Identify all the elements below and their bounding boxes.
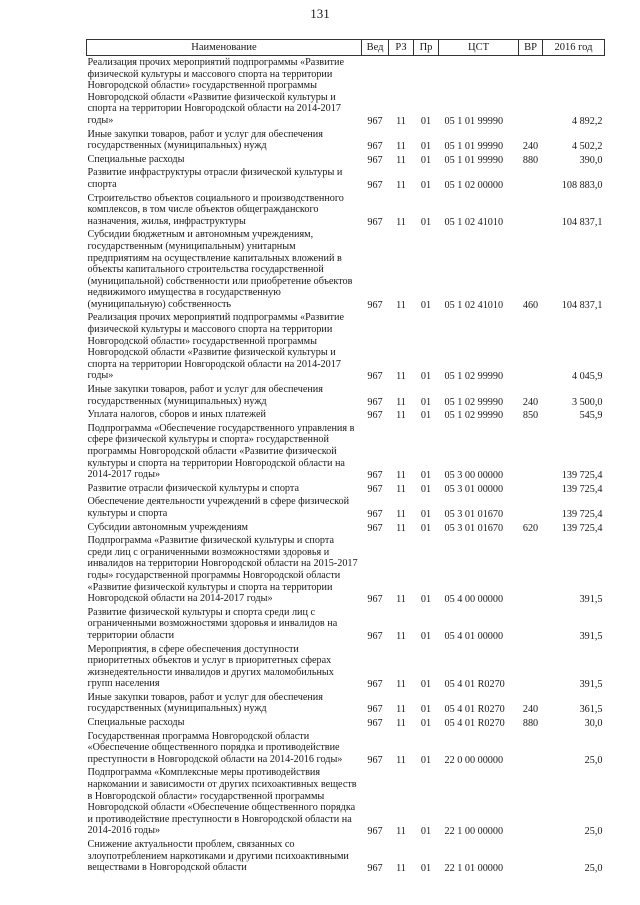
table-row [87,838,605,875]
cell-pr: 01 [420,508,432,520]
cell-vr [519,495,543,520]
cell-vr [519,606,543,643]
cell-pr: 01 [420,704,432,716]
cell-cst: 05 4 01 00000 [444,630,504,642]
table-row [87,228,605,311]
cell-sum: 4 502,2 [571,141,603,153]
cell-sum: 4 892,2 [571,115,603,127]
cell-cst: 22 1 01 00000 [444,863,504,875]
cell-pr: 01 [420,141,432,153]
cell-name: Мероприятия, в сфере обеспечения доступности приоритетных объектов и услуг в приоритетных сферах жизнедеятельности инвалидов и других маломобильных групп населения [87,643,334,690]
cell-vr [519,643,543,691]
cell-rz: 11 [396,141,406,153]
cell-pr: 01 [420,410,432,422]
cell-rz: 11 [396,863,406,875]
cell-pr: 01 [420,718,432,730]
cell-pr: 01 [420,483,432,495]
cell-name: Субсидии бюджетным и автономным учреждениям, государственным (муниципальным) унитарным предприятиям на осуществление капитальных вложений в объекты капитального строительства государственной (муниципальной) собственности или приобретение объектов недвижимого имущества в государственную (муниципальную) собственность [87,229,353,310]
table-row [87,192,605,229]
cell-pr: 01 [420,179,432,191]
table-header-row [87,40,605,56]
cell-rz: 11 [396,216,406,228]
cell-vr: 240 [522,704,539,716]
cell-cst: 05 1 02 00000 [444,179,504,191]
cell-cst: 05 3 00 00000 [444,470,504,482]
cell-rz: 11 [396,718,406,730]
cell-sum: 139 725,4 [561,522,603,534]
cell-sum: 390,0 [579,154,603,166]
cell-ved: 967 [367,522,383,534]
cell-sum: 25,0 [584,754,603,766]
cell-cst: 22 0 00 00000 [444,754,504,766]
cell-ved: 967 [367,299,383,311]
cell-vr [519,56,543,128]
header-pr: Пр [414,40,439,56]
cell-ved: 967 [367,141,383,153]
cell-sum: 391,5 [579,679,603,691]
cell-rz: 11 [396,410,406,422]
cell-rz: 11 [396,754,406,766]
cell-rz: 11 [396,179,406,191]
cell-name: Реализация прочих мероприятий подпрограммы «Развитие физической культуры и массового спорта на территории Новгородской области» государственной программы Новгородской области «Развитие физической культуры и спорта на территории Новгородской области на 2014-2017 годы» [87,312,344,382]
cell-vr: 240 [522,141,539,153]
cell-rz: 11 [396,154,406,166]
cell-ved: 967 [367,154,383,166]
cell-cst: 05 1 01 99990 [444,141,504,153]
table-row [87,521,605,535]
cell-vr [519,838,543,875]
table-row [87,606,605,643]
cell-sum: 104 837,1 [561,299,603,311]
cell-name: Подпрограмма «Обеспечение государственного управления в сфере физической культуры и спорта» государственной программы Новгородской области «Развитие физической культуры и спорта на территории Новгородской области на 2014-2017 годы» [87,422,355,481]
cell-pr: 01 [420,594,432,606]
cell-sum: 3 500,0 [571,396,603,408]
cell-rz: 11 [396,594,406,606]
table-row [87,495,605,520]
cell-sum: 108 883,0 [561,179,603,191]
cell-rz: 11 [396,396,406,408]
cell-sum: 139 725,4 [561,508,603,520]
cell-pr: 01 [420,754,432,766]
cell-name: Подпрограмма «Комплексные меры противодействия наркомании и зависимости от других психоактивных веществ в Новгородской области» государственной программы Новгородской области «Обеспечение общественного порядка и противодействие преступности в Новгородской области на 2014-2016 годы» [87,767,357,837]
cell-pr: 01 [420,115,432,127]
cell-rz: 11 [396,508,406,520]
cell-cst: 05 1 01 99990 [444,154,504,166]
budget-table [86,39,605,875]
cell-ved: 967 [367,371,383,383]
table-row [87,766,605,838]
table-row [87,422,605,482]
cell-name: Обеспечение деятельности учреждений в сфере физической культуры и спорта [87,496,350,519]
cell-cst: 05 3 01 01670 [444,522,504,534]
cell-ved: 967 [367,508,383,520]
cell-cst: 05 1 02 99990 [444,371,504,383]
cell-ved: 967 [367,630,383,642]
cell-pr: 01 [420,826,432,838]
cell-ved: 967 [367,216,383,228]
cell-vr [519,766,543,838]
cell-ved: 967 [367,179,383,191]
cell-ved: 967 [367,410,383,422]
header-year: 2016 год [543,40,605,56]
cell-sum: 545,9 [579,410,603,422]
table-row [87,482,605,496]
cell-rz: 11 [396,299,406,311]
cell-name: Государственная программа Новгородской области «Обеспечение общественного порядка и противодействие преступности в Новгородской области на 2014-2016 годы» [87,730,343,765]
cell-cst: 05 1 02 99990 [444,410,504,422]
cell-vr [519,422,543,482]
header-name: Наименование [87,40,362,56]
cell-rz: 11 [396,115,406,127]
cell-ved: 967 [367,470,383,482]
cell-rz: 11 [396,679,406,691]
cell-sum: 139 725,4 [561,483,603,495]
table-row [87,534,605,606]
cell-rz: 11 [396,704,406,716]
header-cst: ЦСТ [439,40,519,56]
cell-pr: 01 [420,154,432,166]
cell-pr: 01 [420,299,432,311]
cell-vr [519,482,543,496]
cell-name: Уплата налогов, сборов и иных платежей [87,409,266,421]
cell-pr: 01 [420,522,432,534]
cell-vr: 460 [522,299,539,311]
header-ved: Вед [362,40,389,56]
cell-vr: 880 [522,718,539,730]
cell-pr: 01 [420,679,432,691]
cell-sum: 4 045,9 [571,371,603,383]
cell-ved: 967 [367,679,383,691]
cell-cst: 05 1 02 41010 [444,216,504,228]
cell-cst: 05 4 00 00000 [444,594,504,606]
cell-name: Иные закупки товаров, работ и услуг для обеспечения государственных (муниципальных) нужд [87,691,323,715]
cell-ved: 967 [367,863,383,875]
cell-vr [519,166,543,191]
cell-ved: 967 [367,594,383,606]
cell-vr [519,311,543,383]
table-row [87,383,605,408]
cell-rz: 11 [396,630,406,642]
table-row [87,716,605,730]
cell-name: Развитие физической культуры и спорта среди лиц с ограниченными возможностями здоровья и инвалидов на территории области [87,606,338,641]
table-row [87,691,605,716]
cell-cst: 05 3 01 00000 [444,483,504,495]
cell-pr: 01 [420,470,432,482]
cell-vr: 880 [522,154,539,166]
cell-rz: 11 [396,371,406,383]
cell-pr: 01 [420,396,432,408]
cell-cst: 05 1 02 41010 [444,299,504,311]
table-row [87,128,605,153]
cell-sum: 25,0 [584,826,603,838]
cell-ved: 967 [367,704,383,716]
table-row [87,153,605,167]
cell-name: Специальные расходы [87,717,185,729]
cell-name: Субсидии автономным учреждениям [87,521,248,533]
cell-pr: 01 [420,216,432,228]
cell-name: Развитие отрасли физической культуры и спорта [87,482,299,494]
cell-pr: 01 [420,371,432,383]
cell-sum: 30,0 [584,718,603,730]
cell-sum: 104 837,1 [561,216,603,228]
cell-sum: 391,5 [579,630,603,642]
table-row [87,643,605,691]
cell-sum: 361,5 [579,704,603,716]
cell-vr: 850 [522,410,539,422]
cell-cst: 05 3 01 01670 [444,508,504,520]
cell-vr [519,534,543,606]
cell-cst: 05 1 01 99990 [444,115,504,127]
cell-ved: 967 [367,396,383,408]
header-rz: РЗ [389,40,414,56]
header-vr: ВР [519,40,543,56]
cell-name: Иные закупки товаров, работ и услуг для обеспечения государственных (муниципальных) нужд [87,384,323,407]
cell-rz: 11 [396,470,406,482]
cell-rz: 11 [396,522,406,534]
cell-sum: 139 725,4 [561,470,603,482]
cell-name: Снижение актуальности проблем, связанных со злоупотреблением наркотиками и другими психоактивными веществами в Новгородской области [87,839,349,874]
cell-cst: 22 1 00 00000 [444,826,504,838]
cell-name: Реализация прочих мероприятий подпрограммы «Развитие физической культуры и массового спорта на территории Новгородской области» государственной программы Новгородской области «Развитие физической культуры и спорта на территории Новгородской области на 2014-2017 годы» [87,57,344,126]
cell-ved: 967 [367,115,383,127]
cell-sum: 391,5 [579,594,603,606]
cell-name: Развитие инфраструктуры отрасли физической культуры и спорта [87,167,343,190]
cell-name: Иные закупки товаров, работ и услуг для обеспечения государственных (муниципальных) нужд [87,128,323,152]
cell-vr: 620 [522,522,539,534]
cell-ved: 967 [367,483,383,495]
cell-rz: 11 [396,483,406,495]
table-row [87,408,605,422]
cell-cst: 05 4 01 R0270 [444,679,505,691]
cell-name: Специальные расходы [87,153,185,165]
cell-rz: 11 [396,826,406,838]
cell-cst: 05 4 01 R0270 [444,718,505,730]
cell-vr: 240 [522,396,539,408]
cell-vr [519,730,543,767]
table-row [87,311,605,383]
cell-ved: 967 [367,754,383,766]
page-number: 131 [310,6,330,21]
cell-name: Строительство объектов социального и производственного комплексов, в том числе объектов общегражданского назначения, жилья, инфраструктуры [87,192,344,227]
cell-cst: 05 1 02 99990 [444,396,504,408]
table-row [87,730,605,767]
cell-ved: 967 [367,718,383,730]
table-body [87,56,605,875]
cell-name: Подпрограмма «Развитие физической культуры и спорта среди лиц с ограниченными возможностями здоровья и инвалидов на территории Новгородской области на 2015-2017 годы» государственной программы Новгородской области «Развитие физической культуры и спорта на территории Новгородской области на 2014-2017 годы» [87,535,358,605]
table-row [87,56,605,128]
cell-pr: 01 [420,863,432,875]
cell-sum: 25,0 [584,863,603,875]
table-row [87,166,605,191]
cell-pr: 01 [420,630,432,642]
cell-vr [519,192,543,229]
cell-cst: 05 4 01 R0270 [444,704,505,716]
cell-ved: 967 [367,826,383,838]
